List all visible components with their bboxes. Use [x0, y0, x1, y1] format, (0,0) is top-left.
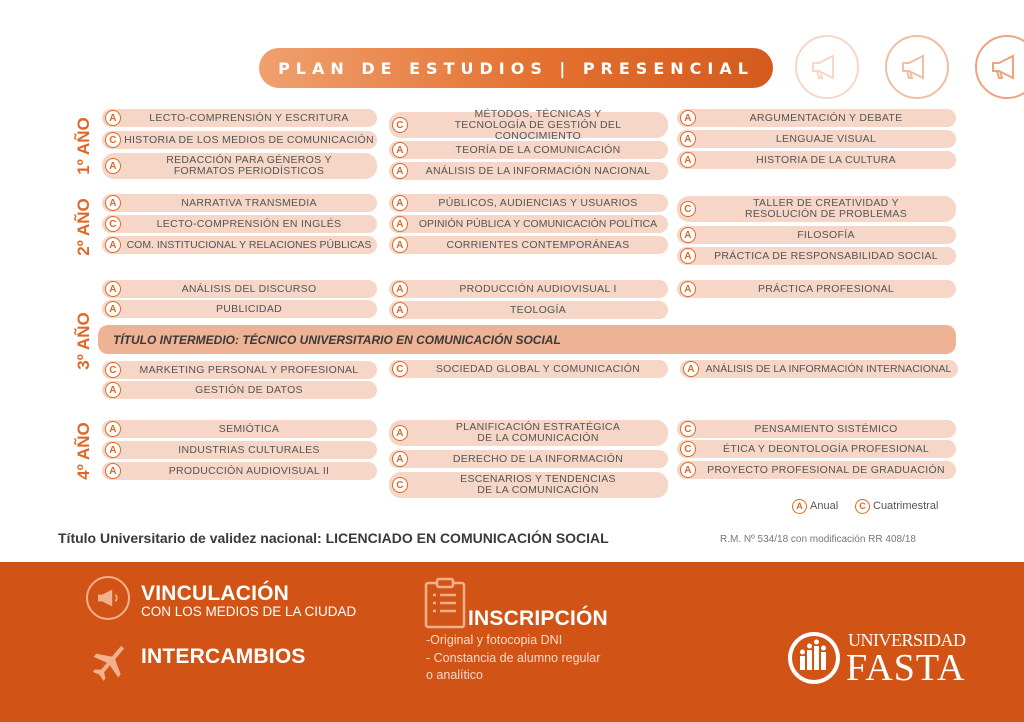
subject-name: HISTORIA DE LOS MEDIOS DE COMUNICACIÓN — [124, 133, 374, 146]
subject-type-badge: A — [680, 227, 696, 243]
subject-name: PROYECTO PROFESIONAL DE GRADUACIÓN — [707, 463, 945, 476]
subject-type-badge: A — [680, 248, 696, 264]
megaphone-circle-icon — [975, 35, 1024, 99]
inscripcion-item: o analítico — [426, 668, 483, 682]
airplane-icon — [90, 640, 132, 682]
subject-pill — [389, 107, 668, 142]
subject-pill — [677, 461, 956, 479]
subject-name: GESTIÓN DE DATOS — [195, 383, 303, 396]
page-title: PLAN DE ESTUDIOS | PRESENCIAL — [259, 48, 773, 88]
legend-annual-label: Anual — [810, 500, 839, 512]
subject-type-badge: A — [105, 281, 121, 297]
university-logo-icon — [786, 630, 842, 686]
subject-pill — [102, 300, 377, 318]
subject-name: ESCENARIOS Y TENDENCIAS DE LA COMUNICACIÓN — [460, 473, 616, 496]
subject-pill — [389, 420, 668, 446]
legend-semester-badge: C — [855, 499, 870, 514]
subject-name: DERECHO DE LA INFORMACIÓN — [452, 452, 624, 465]
subject-type-badge: A — [105, 301, 121, 317]
year-label-1: 1º AÑO — [74, 117, 93, 175]
subject-pill — [389, 194, 668, 212]
subject-type-badge: A — [105, 442, 121, 458]
subject-type-badge: C — [680, 421, 696, 437]
subject-pill — [102, 441, 377, 459]
vinculacion-subheading: CON LOS MEDIOS DE LA CIUDAD — [141, 604, 357, 619]
subject-name: HISTORIA DE LA CULTURA — [756, 153, 896, 166]
vinculacion-heading: VINCULACIÓN — [141, 582, 290, 605]
subject-name: PRÁCTICA DE RESPONSABILIDAD SOCIAL — [714, 249, 938, 262]
subject-type-badge: A — [105, 158, 121, 174]
subject-type-badge: A — [392, 237, 408, 253]
subject-name: LECTO-COMPRENSIÓN Y ESCRITURA — [149, 111, 349, 124]
subject-pill — [389, 141, 668, 159]
subject-type-badge: A — [105, 421, 121, 437]
legend-annual-badge: A — [792, 499, 807, 514]
inscripcion-item: -Original y fotocopia DNI — [426, 633, 563, 647]
subject-pill — [102, 236, 377, 254]
subject-pill — [102, 153, 377, 179]
subject-type-badge: A — [392, 195, 408, 211]
megaphone-circle-icon — [885, 35, 949, 99]
subject-type-badge: A — [105, 463, 121, 479]
subject-type-badge: A — [392, 163, 408, 179]
subject-name: PRODUCCIÓN AUDIOVISUAL II — [168, 464, 330, 477]
subject-pill — [677, 226, 956, 244]
subject-type-badge: A — [105, 237, 121, 253]
subject-name: FILOSOFÍA — [797, 228, 855, 241]
subject-type-badge: A — [392, 216, 408, 232]
subject-pill — [677, 151, 956, 169]
subject-type-badge: A — [392, 451, 408, 467]
subject-pill — [102, 361, 377, 379]
subject-name: PÚBLICOS, AUDIENCIAS Y USUARIOS — [438, 196, 638, 209]
brand-line-2: FASTA — [846, 647, 966, 689]
subject-type-badge: A — [392, 302, 408, 318]
subject-type-badge: C — [105, 132, 121, 148]
subject-pill — [389, 215, 668, 233]
subject-name: OPINIÓN PÚBLICA Y COMUNICACIÓN POLÍTICA — [418, 217, 658, 230]
subject-name: ÉTICA Y DEONTOLOGÍA PROFESIONAL — [723, 442, 929, 455]
subject-pill — [389, 162, 668, 180]
subject-type-badge: C — [392, 477, 408, 493]
subject-name: ARGUMENTACIÓN Y DEBATE — [749, 111, 903, 124]
megaphone-icon — [86, 576, 130, 620]
year-label-4: 4º AÑO — [74, 422, 93, 480]
subject-type-badge: A — [105, 195, 121, 211]
degree-resolution: R.M. Nº 534/18 con modificación RR 408/18 — [720, 534, 916, 545]
intercambios-heading: INTERCAMBIOS — [141, 645, 306, 668]
subject-pill — [677, 130, 956, 148]
subject-type-badge: A — [392, 281, 408, 297]
subject-name: NARRATIVA TRANSMEDIA — [181, 196, 317, 209]
subject-pill — [680, 360, 958, 378]
subject-name: TEOLOGÍA — [509, 303, 567, 316]
subject-name: PUBLICIDAD — [215, 302, 282, 315]
subject-name: TALLER DE CREATIVIDAD Y RESOLUCIÓN DE PROBLEMAS — [744, 197, 908, 220]
clipboard-icon — [424, 577, 466, 629]
subject-type-badge: A — [105, 382, 121, 398]
subject-type-badge: C — [680, 201, 696, 217]
subject-name: REDACCIÓN PARA GÉNEROS Y FORMATOS PERIODÍSTICOS — [166, 154, 332, 177]
subject-pill — [102, 131, 377, 149]
subject-type-badge: C — [680, 441, 696, 457]
brand-line-1: UNIVERSIDAD — [848, 630, 966, 650]
subject-type-badge: A — [105, 110, 121, 126]
subject-type-badge: C — [392, 361, 408, 377]
subject-pill — [102, 215, 377, 233]
subject-type-badge: A — [680, 131, 696, 147]
legend-semester — [855, 498, 938, 514]
subject-name: LECTO-COMPRENSIÓN EN INGLÉS — [156, 217, 342, 230]
subject-name: MARKETING PERSONAL Y PROFESIONAL — [139, 363, 359, 376]
subject-type-badge: A — [392, 142, 408, 158]
degree-title: Título Universitario de validez nacional: LICENCIADO EN COMUNICACIÓN SOCIAL — [58, 530, 609, 546]
subject-type-badge: C — [392, 117, 408, 133]
year-label-3: 3º AÑO — [74, 312, 93, 370]
subject-pill — [102, 280, 377, 298]
subject-name: SOCIEDAD GLOBAL Y COMUNICACIÓN — [435, 362, 641, 375]
subject-pill — [102, 420, 377, 438]
subject-pill — [102, 194, 377, 212]
subject-name: ANÁLISIS DE LA INFORMACIÓN INTERNACIONAL — [705, 362, 952, 375]
subject-name: INDUSTRIAS CULTURALES — [178, 443, 320, 456]
subject-type-badge: C — [105, 216, 121, 232]
subject-pill — [389, 301, 668, 319]
megaphone-circle-icon — [795, 35, 859, 99]
subject-type-badge: A — [683, 361, 699, 377]
subject-name: PENSAMIENTO SISTÉMICO — [754, 422, 898, 435]
subject-pill — [389, 360, 668, 378]
subject-pill — [102, 462, 377, 480]
subject-pill — [677, 196, 956, 222]
subject-name: CORRIENTES CONTEMPORÁNEAS — [446, 238, 630, 251]
subject-name: PLANIFICACIÓN ESTRATÉGICA DE LA COMUNICACIÓN — [455, 421, 621, 444]
subject-pill — [389, 450, 668, 468]
subject-type-badge: A — [680, 281, 696, 297]
subject-type-badge: A — [680, 462, 696, 478]
subject-type-badge: A — [680, 110, 696, 126]
subject-pill — [389, 280, 668, 298]
inscripcion-heading: INSCRIPCIÓN — [468, 607, 608, 630]
subject-type-badge: A — [680, 152, 696, 168]
subject-name: PRÁCTICA PROFESIONAL — [757, 282, 895, 295]
subject-pill — [677, 440, 956, 458]
subject-pill — [677, 420, 956, 438]
subject-pill — [677, 280, 956, 298]
inscripcion-item: - Constancia de alumno regular — [426, 651, 601, 665]
subject-pill — [102, 109, 377, 127]
subject-name: TEORÍA DE LA COMUNICACIÓN — [455, 143, 621, 156]
subject-name: COM. INSTITUCIONAL Y RELACIONES PÚBLICAS — [126, 238, 372, 251]
intermediate-title-bar: TÍTULO INTERMEDIO: TÉCNICO UNIVERSITARIO EN COMUNICACIÓN SOCIAL — [98, 325, 956, 354]
subject-type-badge: C — [105, 362, 121, 378]
year-label-2: 2º AÑO — [74, 198, 93, 256]
subject-pill — [102, 381, 377, 399]
subject-name: MÉTODOS, TÉCNICAS Y TECNOLOGÍA DE GESTIÓN DEL CONOCIMIENTO — [454, 107, 622, 142]
legend-semester-label: Cuatrimestral — [873, 500, 939, 512]
subject-pill — [677, 109, 956, 127]
subject-type-badge: A — [392, 425, 408, 441]
subject-name: ANÁLISIS DEL DISCURSO — [181, 282, 317, 295]
subject-name: ANÁLISIS DE LA INFORMACIÓN NACIONAL — [425, 164, 651, 177]
legend-annual — [792, 498, 838, 514]
subject-pill — [389, 236, 668, 254]
subject-pill — [389, 472, 668, 498]
subject-pill — [677, 247, 956, 265]
subject-name: SEMIÓTICA — [218, 422, 280, 435]
subject-name: LENGUAJE VISUAL — [775, 132, 877, 145]
subject-name: PRODUCCIÓN AUDIOVISUAL I — [459, 282, 617, 295]
